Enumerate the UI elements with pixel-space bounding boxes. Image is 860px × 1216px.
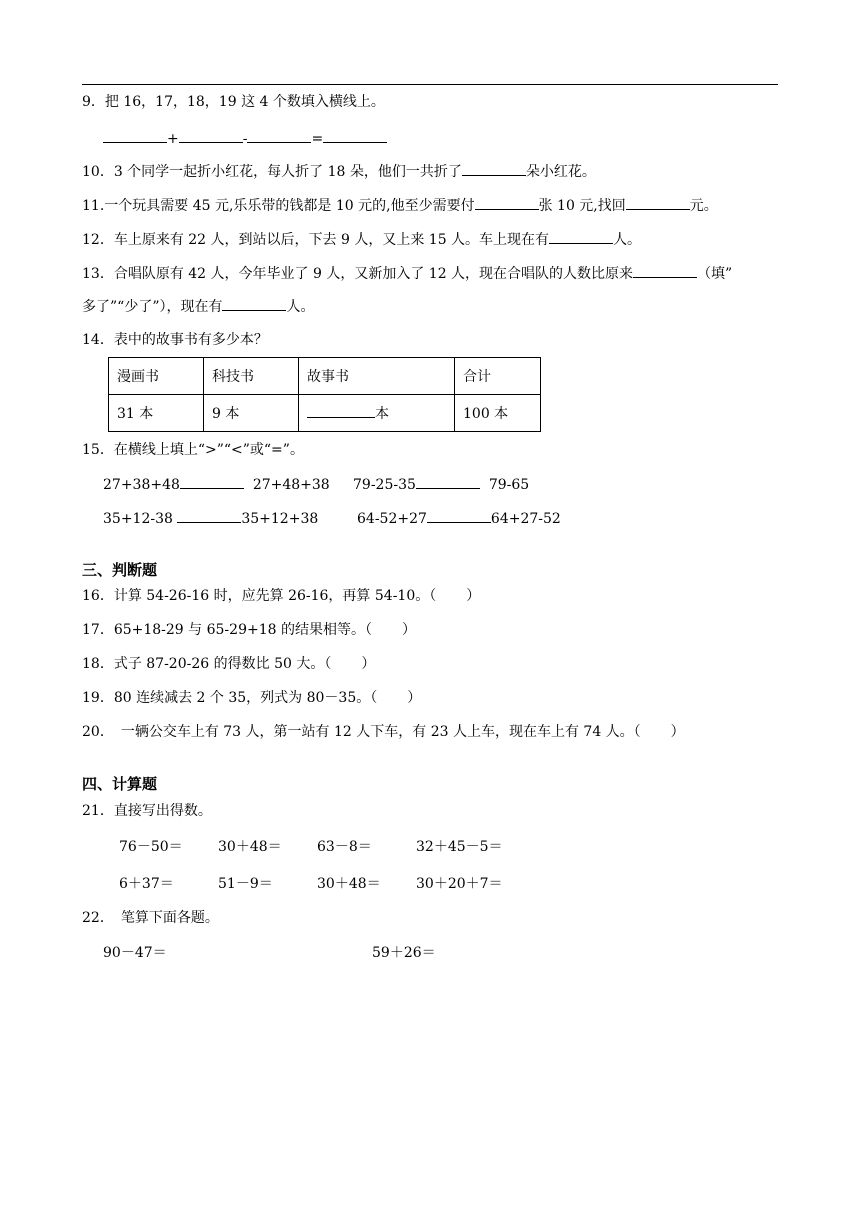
expression: 27+38+48 — [103, 477, 180, 493]
close-paren: ） — [466, 588, 481, 604]
table-cell: 9 本 — [204, 395, 299, 432]
question-19 — [82, 688, 421, 708]
table-cell-blank — [299, 395, 455, 432]
written-calc-item: 90－47＝ — [103, 945, 167, 961]
table-header: 故事书 — [299, 358, 455, 395]
question-20 — [82, 722, 685, 742]
table-header: 漫画书 — [109, 358, 204, 395]
table-header: 合计 — [455, 358, 541, 395]
close-paren: ） — [670, 724, 685, 740]
question-18 — [82, 654, 375, 674]
operator: - — [242, 131, 248, 147]
question-21: 21．直接写出得数。 — [82, 803, 212, 819]
calc-item: 32＋45－5＝ — [416, 839, 503, 855]
close-paren: ） — [407, 690, 422, 706]
question-text: 20． 一辆公交车上有 73 人，第一站有 12 人下车，有 23 人上车，现在车上有 74 人。（ — [82, 724, 641, 740]
expression: 64-52+27 — [357, 511, 427, 527]
question-16 — [82, 586, 480, 606]
blank[interactable] — [307, 403, 375, 418]
question-13 — [82, 263, 732, 284]
table-cell: 31 本 — [109, 395, 204, 432]
question-10 — [82, 161, 596, 182]
table-cell-unit: 本 — [375, 406, 389, 422]
question-text: 元。 — [689, 198, 718, 214]
question-text: 11.一个玩具需要 45 元,乐乐带的钱都是 10 元的,他至少需要付 — [82, 198, 475, 214]
question-text: 张 10 元,找回 — [538, 198, 626, 214]
question-13-line2 — [82, 296, 314, 317]
question-text: 10．3 个同学一起折小红花，每人折了 18 朵，他们一共折了 — [82, 164, 462, 180]
question-11 — [82, 195, 718, 216]
calc-item: 63－8＝ — [317, 839, 372, 855]
compare-d — [357, 508, 561, 529]
question-text: 13．合唱队原有 42 人，今年毕业了 9 人，又新加入了 12 人，现在合唱队的人数比原来 — [82, 266, 634, 282]
expression: 35+12-38 — [103, 511, 173, 527]
expression: 64+27-52 — [490, 511, 561, 527]
question-22: 22． 笔算下面各题。 — [82, 910, 219, 926]
expression: 79-25-35 — [353, 477, 416, 493]
book-table — [108, 357, 541, 432]
calc-item: 76－50＝ — [119, 839, 183, 855]
calc-item: 51－9＝ — [218, 876, 273, 892]
table-cell: 100 本 — [455, 395, 541, 432]
question-text: 人。 — [286, 299, 315, 315]
table-header: 科技书 — [204, 358, 299, 395]
blank[interactable] — [323, 128, 387, 143]
question-9: 9．把 16，17，18，19 这 4 个数填入横线上。 — [82, 94, 385, 110]
calc-item: 30＋20＋7＝ — [416, 876, 503, 892]
blank[interactable] — [222, 296, 286, 311]
question-text: 12．车上原来有 22 人，到站以后，下去 9 人，又上来 15 人。车上现在有 — [82, 232, 550, 248]
blank[interactable] — [103, 128, 167, 143]
blank[interactable] — [549, 229, 613, 244]
calc-item: 6＋37＝ — [119, 876, 174, 892]
question-text: 17．65+18-29 与 65-29+18 的结果相等。（ — [82, 622, 372, 638]
question-14: 14．表中的故事书有多少本？ — [82, 332, 268, 348]
blank[interactable] — [180, 474, 244, 489]
section-heading-judgment: 三、判断题 — [82, 561, 158, 579]
question-9-blanks — [103, 128, 387, 149]
compare-c — [103, 508, 318, 529]
question-text: 18．式子 87-20-26 的得数比 50 大。（ — [82, 656, 332, 672]
question-15: 15．在横线上填上“>”“<”或“=”。 — [82, 442, 304, 458]
blank[interactable] — [416, 474, 480, 489]
operator: + — [167, 131, 179, 147]
calc-item: 30＋48＝ — [317, 876, 381, 892]
close-paren: ） — [401, 622, 416, 638]
question-17 — [82, 620, 416, 640]
question-text: 人。 — [613, 232, 642, 248]
blank[interactable] — [462, 161, 526, 176]
close-paren: ） — [361, 656, 376, 672]
header-rule — [82, 84, 778, 85]
question-text: 16．计算 54-26-16 时，应先算 26-16，再算 54-10。（ — [82, 588, 437, 604]
operator: = — [311, 131, 324, 147]
question-text: 朵小红花。 — [525, 164, 596, 180]
blank[interactable] — [626, 195, 690, 210]
compare-a — [103, 474, 330, 495]
blank[interactable] — [633, 263, 697, 278]
question-text: 19．80 连续减去 2 个 35，列式为 80－35。（ — [82, 690, 378, 706]
expression: 27+48+38 — [252, 477, 330, 493]
blank[interactable] — [179, 128, 243, 143]
section-heading-calculation: 四、计算题 — [82, 775, 158, 793]
blank[interactable] — [177, 508, 241, 523]
question-text: （填” — [697, 266, 733, 282]
table-row — [109, 358, 541, 395]
blank[interactable] — [247, 128, 311, 143]
expression: 35+12+38 — [241, 511, 319, 527]
written-calc-item: 59＋26＝ — [372, 945, 436, 961]
question-12 — [82, 229, 641, 250]
blank[interactable] — [427, 508, 491, 523]
calc-item: 30＋48＝ — [218, 839, 282, 855]
expression: 79-65 — [488, 477, 530, 493]
compare-b — [353, 474, 529, 495]
question-text: 多了”“少了”），现在有 — [82, 299, 223, 315]
table-row — [109, 395, 541, 432]
blank[interactable] — [475, 195, 539, 210]
